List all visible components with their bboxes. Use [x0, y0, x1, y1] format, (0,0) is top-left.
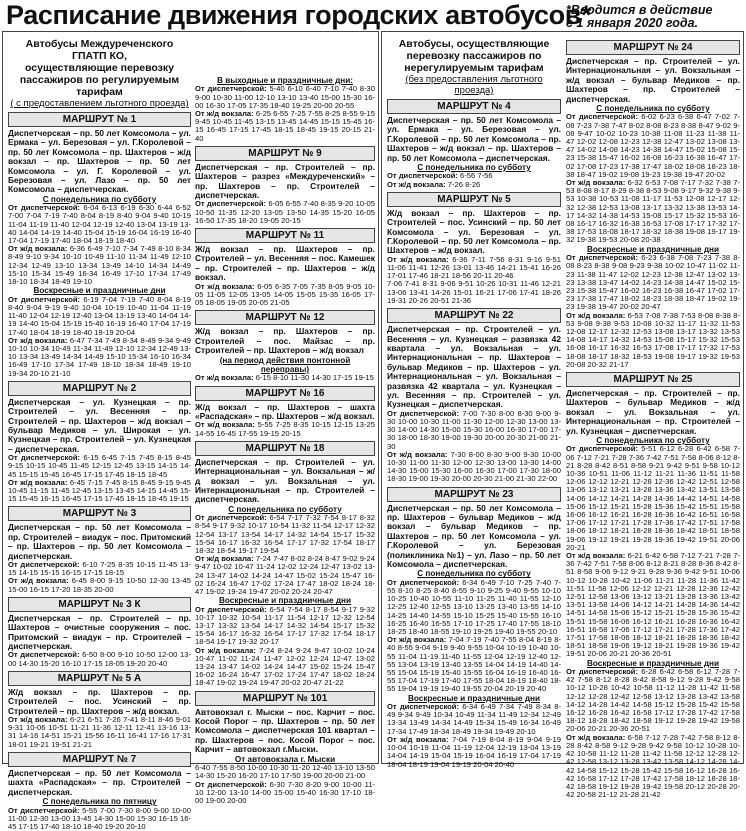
title-bar: [0, 0, 746, 30]
effective-line-2: с 1 января 2020 года.: [566, 17, 712, 30]
route-description: Диспетчерская – пр. Строителей – ул. Весенняя – ул. Кузнецкая – развязка 42 квартала – ул. Вокзальная – ул. Интернациональная – пр. Шахтеров – бульвар Медиков – пр. Шахтеров – ул. Интернациональная – ул. Вокзальная – развязка 42 квартала – ул. Кузнецкая – ул. Весенняя – пр. Строителей – ул. Кузнецкая – диспетчерская.: [387, 325, 561, 410]
regulated-tariff-panel: [2, 31, 379, 764]
schedule-heading: С понедельника по субботу: [566, 436, 740, 445]
section-heading: Автобусы, осуществляющие перевозку пассажиров по нерегулируемым тарифам: [387, 38, 561, 74]
section-heading: Автобусы Междуреченского ГПАТП КО,: [8, 38, 191, 62]
route-header: МАРШРУТ № 3 К: [8, 597, 191, 612]
timetable: От диспетчерской: 5-55 7-00 7-30 8-00 9-00 10-00 11-00 12-30 13-00 13-45 14-30 15-00 15-30 16-15 16-45 17-15 17-40 18-10 18-40 19-20 20-10: [8, 807, 191, 831]
timetable: От ж/д вокзала: 7-30 8-00 8-30 9-00 9-30 10-00 10-30 11-00 11-30 12-00 12-30 13-00 13-30 14-00 14-30 15-00 15-30 16-00 16-30 17-00 17-30 18-00 18-30 19-00 19-30 20-00 20-30 21-00 21-30 22-00: [387, 451, 561, 484]
timetable: От диспетчерской: 6-10 7-25 8-35 10-15 11-45 13-15 14-15 15-15 16-15 17-15 18-15: [8, 561, 191, 577]
route-description: Диспетчерская – пр. 50 лет Комсомола – ул. Ермака – ул. Березовая – ул. Г.Королевой – пр. 50 лет Комсомола – пр. Шахтеров – ж/д вокзал – пр. Шахтеров – пр. 50 лет Комсомола – ул. Г. Королевой – ул. Березовая – ул. Лазо – пр. 50 лет Комсомола – диспетчерская.: [8, 129, 191, 195]
timetable: От ж/д вокзала: 6-36 6-49 7-10 7-34 7-49 8-10 8-34 8-49 9-10 9-34 10-10 10-49 11-10 11-34 11-49 12-10 12-34 12-49 13-10 13-34 13-49 14-10 14-34 14-49 15-10 15-34 15-49 16-34 16-49 17-10 17-34 17-49 18-10 18-34 18-49 19-10: [8, 245, 191, 286]
section-subheading: (без предоставления льготного проезда): [387, 74, 561, 96]
route-header: МАРШРУТ № 101: [195, 691, 375, 706]
timetable: От диспетчерской: 6-15 6-45 7-15 7-45 8-15 8-45 9-15 10-15 10-45 11-45 12-15 12-45 13-15 14-15 14-45 15-15 15-45 16-45 17-15 17-45 18-15 18-45: [8, 454, 191, 479]
timetable: От диспетчерской: 6-30 7-30 8-20 9-00 10-00 11-10 12-00 13-10 14-00 15-00 15-40 16-30 17-10 18-00 19-00 20-00: [195, 781, 375, 806]
route-description: Диспетчерская – пр. 50 лет Комсомола – шахта «Распадская» – пр. Строителей – диспетчерская.: [8, 769, 191, 797]
left-column-2: [195, 32, 375, 763]
schedule-heading: Воскресные и праздничные дни: [566, 245, 740, 254]
timetable: От диспетчерской: 5-51 6-12 6-28 6-42 6-58 7-06 7-12 7-21 7-28 7-36 7-42 7-51 7-58 8-06 8-12 8-21 8-28 8-42 8-51 8-58 9-21 9-42 9-51 9-58 10-12 10-36 10-51 11-06 11-12 11-21 11-36 11-51 11-58 12-06 12-12 12-21 12-28 12-36 12-42 12-51 12-58 13-06 13-12 13-21 13-28 13-36 13-42 13-51 13-58 14-06 14-12 14-21 14-28 14-36 14-42 14-51 14-58 15-06 15-12 15-21 15-28 15-36 15-42 15-51 15-58 16-06 16-12 16-21 16-28 16-36 16-42 16-51 16-58 17-06 17-12 17-21 17-28 17-36 17-42 17-51 17-58 18-06 18-12 18-21 18-28 18-36 18-42 18-51 18-58 19-06 19-12 19-21 19-28 19-36 19-42 19-51 20-06 20-21: [566, 445, 740, 552]
schedule-heading: Воскресные и праздничные дни: [566, 659, 740, 668]
timetable: От ж/д вокзала: 6-32 6-53 7-08 7-17 7-32 7-38 7-53 8-08 8-17 8-29 8-38 8-53 9-08 9-17 9-32 9-38 9-53 10-38 10-53 11-08 11-17 11-53 12-08 12-17 12-32 12-38 12-53 13-08 13-17 13-32 13-38 13-53 14-17 14-32 14-38 14-53 15-08 15-17 15-32 15-53 16-08 16-17 16-32 16-38 16-53 17-08 17-17 17-32 17-38 17-53 18-08 18-17 18-32 18-38 19-08 19-17 19-32 19-38 19-53 20-08 20-38: [566, 179, 740, 245]
right-column-1: [387, 32, 561, 763]
timetable: От ж/д вокзала: 5-55 7-25 8-35 10-15 12-15 13-25 14-55 16-45 17-55 19-15 20-15: [195, 421, 375, 437]
schedule-heading: С понедельника по субботу: [387, 163, 561, 172]
timetable: От ж/д вокзала: 6-47 7-34 7-49 8-34 8-49 9-34 9-49 10-10 10-34 10-49 11-34 11-49 12-10 12-34 12-49 13-10 13-34 13-49 14-34 14-49 15-10 15-34 16-10 16-34 16-49 17-10 17-34 17-49 18-10 18-34 18-49 19-10 19-34 20-10 21-10: [8, 337, 191, 378]
route-description: Диспетчерская – пр. Строителей – пр. Шахтеров – бульвар Медиков – ж/д вокзал – ул. Вокзальная – ул. Интернациональная – пр. Строителей – ул. Кузнецкая – диспетчерская.: [566, 389, 740, 436]
route-description: Ж/д вокзал – пр. Шахтеров – шахта «Распадская» – пр. Шахтеров – ж/д вокзал.: [195, 403, 375, 422]
timetable: От диспетчерской: 6-50 8-00 9-10 10-50 12-00 13-00 14-30 15-20 16-10 17-15 18-05 19-20 20-40: [8, 651, 191, 667]
timetable: От ж/д вокзала: 6-05 6-35 7-05 7-35 8-05 9-05 10-05 11-05 12-05 13-05 14-05 15-05 15-35 16-05 17-05 18-05 19-05 20-05 21-05: [195, 283, 375, 308]
timetable: От диспетчерской: 6-02 6-23 6-38 6-47 7-02 7-08 7-23 7-38 7-47 8-02 8-08 8-23 8-38 8-47 9-02 9-08 9-47 10-02 10-23 10-38 11-08 11-23 11-38 11-47 12-02 12-08 12-23 12-38 12-47 13-02 13-08 13-47 14-02 14-08 14-23 14-38 14-47 15-02 15-08 15-23 15-38 15-47 16-02 16-08 16-23 16-38 16-47 17-02 17-08 17-23 17-38 17-47 18-02 18-08 18-23 18-38 18-47 19-02 19-08 19-23 19-38 19-47 20-02: [566, 113, 740, 179]
section-subheading: ( с предоставлением льготного проезда): [8, 98, 191, 109]
route-header: МАРШРУТ № 18: [195, 441, 375, 456]
timetable: От диспетчерской: 6-34 6-49 7-10 7-25 7-40 7-55 8-10 8-25 8-40 8-55 9-10 9-25 9-40 9-55 10-10 10-25 10-40 10-55 11-10 11-25 11-40 11-55 12-10 12-25 12-40 12-55 13-10 13-25 13-40 13-55 14-10 14-25 14-40 14-55 15-10 15-25 15-40 15-55 16-10 16-25 16-40 16-55 17-10 17-25 17-40 17-55 18-10 18-25 18-40 18-55 19-10 19-25 19-40 19-55 20-10: [387, 579, 561, 636]
route-description: Ж/д вокзал – пр. Шахтеров – пр. Строителей – пос. Усинский – пр. 50 лет Комсомола – ул. Березовая – ул. Г.Королевой – пр. 50 лет Комсомола – пр. Шахтеров – ж/д вокзал.: [387, 209, 561, 256]
non-regulated-tariff-panel: [381, 31, 744, 764]
right-column-2: [566, 32, 740, 763]
section-heading-2: осуществляющие перевозку пассажиров по регулируемым тарифам: [8, 62, 191, 98]
route-description: Диспетчерская – пр. 50 лет Комсомола – ул. Ермака – ул. Березовая – ул. Г.Королевой – пр. 50 лет Комсомола – пр. Шахтеров – ж/д вокзал – пр. Шахтеров – пр. 50 лет Комсомола – диспетчерская.: [387, 116, 561, 163]
timetable: От диспетчерской: 6-54 7-54 8-17 8-54 9-17 9-32 10-17 10-32 10-54 11-17 11-54 12-17 12-32 12-54 13-17 13-32 13-54 14-17 14-32 14-54 15-17 15-32 15-54 16-17 16-32 16-54 17-17 17-32 17-54 18-17 18-54 19-17 19-32 20-17: [195, 606, 375, 647]
timetable: От диспетчерской: 6-34 6-49 7-34 7-49 8-34 8-49 9-34 9-49 10-34 10-49 11-34 11-49 12-34 12-49 13-34 13-49 14-34 14-49 15-34 15-49 16-34 16-49 17-34 17-49 18-34 18-49 19-34 19-49 20-10: [387, 703, 561, 736]
timetable: 6-40 7-55 8-50 10-00 10-30 11-20 12-40 13-10 13-50 14-30 15-20 16-20 17-10 17-50 19-00 20-00 21-00: [195, 764, 375, 780]
route-header: МАРШРУТ № 16: [195, 386, 375, 401]
route-description: Диспетчерская – ул. Кузнецкая – пр. Строителей – ул. Весенняя – пр. Строителей – пр. Шахтеров – ж/д вокзал – бульвар Медиков – ул. Широкая – ул. Кузнецкая – пр. Строителей – ул. Кузнецкая – диспетчерская.: [8, 398, 191, 454]
route-header: МАРШРУТ № 12: [195, 310, 375, 325]
timetable: От ж/д вокзала: 6-53 7-08 7-38 7-53 8-08 8-38 8-53 9-08 9-38 9-53 10-08 10-32 11-17 11-32 11-53 12-08 12-17 12-32 12-53 13-08 13-17 13-32 13-53 14-08 14-17 14-32 14-53 15-08 15-17 15-32 15-53 16-08 16-17 16-32 16-53 17-08 17-17 17-32 17-53 18-08 18-17 18-32 18-53 19-08 19-17 19-32 19-53 20-08 20-32 21-17: [566, 312, 740, 369]
schedule-heading: С понедельника по субботу: [195, 505, 375, 514]
timetable: От ж/д вокзала: 6-36 7-11 7-56 8-31 9-16 9-51 11-06 11-41 12-26 13-01 13-46 14-21 15-41 16-26 17-01 17-46 18-21 18-56 20-11 20-46: [387, 256, 561, 281]
timetable: От диспетчерской: 6-28 6-42 6-58 6-12 7-28 7-42 7-58 8-12 8-28 8-42 8-58 9-12 9-28 9-42 9-58 10-12 10-28 10-42 10-58 11-12 11-28 11-42 11-58 12-12 12-28 12-42 12-58 13-12 13-28 13-42 13-58 14-12 14-28 14-42 14-58 15-12 15-28 15-42 15-58 16-12 16-28 16-42 16-58 17-12 17-28 17-42 17-58 18-12 18-28 18-42 18-58 19-12 19-28 19-42 19-58 20-06 20-21 20-36 20-51: [566, 668, 740, 734]
timetable: От диспетчерской: 6-23 6-38 7-08 7-23 7-38 8-08 8-23 8-38 9-08 9-23 9-38 10-02 10-47 11-02 11-23 11-38 11-47 12-02 12-23 12-38 12-47 13-02 13-23 13-38 13-47 14-02 14-23 14-38 14-47 15-02 15-23 15-38 15-47 16-02 16-23 16-38 16-47 17-02 17-23 17-38 17-47 18-02 18-23 18-38 18-47 19-02 19-23 19-38 19-47 20-02 20-47: [566, 254, 740, 311]
route-description: Ж/д вокзал – пр. Шахтеров – пр. Строителей – пос. Майзас – пр. Строителей – пр. Шахтеров – ж/д вокзал: [195, 327, 375, 355]
schedule-heading: От автовокзала г. Мыски: [195, 755, 375, 764]
route-description: Диспетчерская – пр. Строителей – пр. Шахтеров – разрез «Междуреченский» – пр. Шахтеров – пр. Строителей – диспетчерская.: [195, 163, 375, 201]
timetable: От диспетчерской: 6-04 6-13 6-19 6-30 6-44 6-52 7-00 7-04 7-19 7-40 8-04 8-19 8-40 9-04 9-40 10-19 11-04 11-19 11-40 12-04 12-19 12-40 13-04 13-19 13-40 14-04 14-19 14-40 15-04 15-19 16-04 16-19 16-40 17-04 17-19 17-40 18-04 18-19 18-40: [8, 204, 191, 245]
route-header: МАРШРУТ № 23: [387, 487, 561, 502]
route-header: МАРШРУТ № 24: [566, 40, 740, 55]
route-header: МАРШРУТ № 9: [195, 146, 375, 161]
route-description: Диспетчерская – пр. 50 лет Комсомола – пр. Строителей – виадук – пос. Притомский – пр. Шахтеров – пр. 50 лет Комсомола – диспетчерская.: [8, 523, 191, 561]
timetable: От диспетчерской: 6-19 7-04 7-19 7-40 8-04 8-19 8-40 9-04 9-19 9-40 10-04 10-19 10-40 11-04 11-19 11-40 12-04 12-19 12-40 13-04 13-19 13-40 14-04 14-19 14-40 15-04 15-19 15-40 16-19 16-40 17-04 17-19 17-40 18-04 18-19 18-40 19-19 20-04: [8, 296, 191, 337]
schedule-heading: Воскресные и праздничные дни: [387, 694, 561, 703]
timetable: От ж/д вокзала: 7-24 8-24 9-24 9-47 10-02 10-24 10-47 11-02 11-24 11-47 12-02 12-24 12-47 13-02 13-24 13-47 14-02 14-24 14-47 15-02 15-24 15-47 16-02 16-24 16-47 17-02 17-24 17-47 18-02 18-24 18-47 19-02 19-24 19-47 20-02 20-47 21-22: [195, 647, 375, 688]
timetable: От ж/д вокзала: 6-25 6-55 7-25 7-55 8-25 8-55 9-15 9-45 10-45 11-45 13-15 13-45 14-45 15-15 15-45 16-15 16-45 17-15 17-45 18-15 18-45 19-15 20-15 21-40: [195, 110, 375, 143]
schedule-heading: (на период действия понтонной переправы): [195, 356, 375, 375]
route-header: МАРШРУТ № 1: [8, 112, 191, 127]
timetable: От ж/д вокзала: 6-45 7-15 7-45 8-15 8-45 9-15 9-45 10-45 11-15 11-45 12-45 13-15 13-45 14-15 14-45 15-15 15-45 16-15 16-45 17-15 17-45 18-15 18-45 19-15: [8, 479, 191, 504]
timetable: От ж/д вокзала: 6-45 8-00 9-15 10-50 12-30 13-45 15-00 16-15 17-20 18-35 20-00: [8, 577, 191, 593]
timetable: От диспетчерской: 7-00 7-30 8-00 8-30 9-00 9-30 10-00 10-30 11-00 11-30 12-00 12-30 13-00 13-30 14-00 14-30 15-00 15-30 16-00 16-30 17-00 17-30 18-00 18-30 19-00 19-30 20-00 20-30 21-00 21-30: [387, 410, 561, 451]
route-description: Диспетчерская – пр. Строителей – пр. Шахтеров – очистные сооружения – пос. Притомский – виадук – пр. Строителей – диспетчерская.: [8, 614, 191, 652]
route-header: МАРШРУТ № 2: [8, 381, 191, 396]
route-header: МАРШРУТ № 7: [8, 752, 191, 767]
timetable: От диспетчерской: 6-54 7-17 7-32 7-54 8-17 8-32 8-54 9-17 9-32 10-17 10-54 11-32 11-54 12-17 12-32 12-54 13-17 13-54 14-17 14-32 14-54 15-17 15-32 15-54 16-17 16-32 16-54 17-17 17-32 17-54 18-17 18-32 18-54 19-17 19-54: [195, 514, 375, 555]
schedule-heading: С понедельника по субботу: [8, 195, 191, 204]
route-description: Ж/д вокзал – пр. Шахтеров – пр. Строителей – пос. Усинский – пр. Строителей – пр. Шахтеров – ж/д вокзал.: [8, 688, 191, 716]
schedule-heading: С понедельника по субботу: [387, 569, 561, 578]
timetable: От диспетчерской: 6-56 7-56: [387, 172, 561, 180]
timetable: От ж/д вокзала: 7-24 7-47 8-02 8-24 8-47 9-02 9-24 9-47 10-02 10-47 11-24 12-02 12-24 12-47 13-02 13-24 13-47 14-02 14-24 14-47 15-02 15-24 15-47 16-02 16-24 16-47 17-02 17-24 17-47 18-02 18-24 18-47 19-02 19-24 19-47 20-02 20-24 20-47: [195, 555, 375, 596]
schedule-heading: С понедельника по субботу: [566, 104, 740, 113]
route-header: МАРШРУТ № 22: [387, 308, 561, 323]
timetable: От ж/д вокзала: 6-15 8-10 11-30 14-30 17-15 19-15: [195, 374, 375, 382]
route-header: МАРШРУТ № 11: [195, 228, 375, 243]
schedule-heading: Воскресные и праздничные дни: [195, 596, 375, 605]
route-header: МАРШРУТ № 4: [387, 99, 561, 114]
timetable: От ж/д вокзала: 6-21 6-42 6-58 7-12 7-21 7-28 7-36 7-42 7-51 7-58 8-06 8-12 8-21 8-28 8-36 8-42 8-51 8-58 9-06 9-12 9-21 9-28 9-36 9-42 9-51 10-06 10-12 10-28 10-42 11-06 11-21 11-28 11-36 11-42 11-51 11-58 12-06 12-12 12-21 12-28 12-36 12-42 12-51 12-58 13-06 13-12 13-21 13-28 13-36 13-42 13-51 13-58 14-06 14-12 14-21 14-28 14-36 14-42 14-51 14-58 15-06 15-12 15-21 15-28 15-36 15-42 15-51 15-58 16-06 16-12 16-21 16-28 16-36 16-42 16-51 16-58 17-06 17-12 17-21 17-28 17-36 17-42 17-51 17-58 18-06 18-12 18-21 18-28 18-36 18-42 18-51 18-58 19-06 19-12 19-21 19-28 19-36 19-42 19-51 20-06 20-21 20-36 20-51: [566, 552, 740, 659]
timetable: От диспетчерской: 5-40 6-10 6-40 7-10 7-40 8-30 9-00 10-30 11-00 12-10 13-10 13-40 15-00 15-30 16-00 16-30 17-05 17-35 18-40 19-25 20-00 20-55: [195, 85, 375, 110]
timetable: От диспетчерской: 6-05 6-55 7-40 8-35 9-20 10-05 10-50 11-35 12-20 13-05 13-50 14-35 15-20 16-05 16-50 17-35 18-20 19-05 20-15: [195, 200, 375, 225]
route-description: Автовокзал г. Мыски – пос. Карчит – пос. Косой Порог – пр. Шахтеров – пр. 50 лет Комсомола – диспетчерская 101 квартал – пр. Шахтеров – пос. Косой Порог – пос. Карчит – автовокзал г.Мыски.: [195, 708, 375, 755]
route-header: МАРШРУТ № 25: [566, 372, 740, 387]
schedule-heading: Воскресные и праздничные дни: [8, 286, 191, 295]
page-title: Расписание движения городских автобусов*: [6, 0, 591, 31]
timetable: От ж/д вокзала: 6-21 6-51 7-26 7-41 8-11 8-46 9-01 9-31 10-06 10-51 11-21 11-36 12-11 12-41 13-16 13-31 14-16 14-51 15-21 15-56 16-11 16-41 17-16 17-31 18-01 19-21 19-51 21-21: [8, 716, 191, 749]
timetable: От ж/д вокзала: 7-04 7-19 8-04 8-19 9-04 9-19 10-04 10-19 11-04 11-19 12-04 12-19 13-04 13-19 14-04 14-19 15-04 15-19 16-04 16-19 17-04 17-19 18-04 18-19 19-04 19-19 20-04 20-40: [387, 736, 561, 769]
route-header: МАРШРУТ № 3: [8, 506, 191, 521]
route-description: Диспетчерская – пр. Строителей – ул. Интернациональная – ул. Вокзальная – ж/д вокзал – ул. Вокзальная – ул. Интернациональная – пр. Строителей – диспетчерская.: [195, 458, 375, 505]
schedule-heading: В выходные и праздничные дни:: [195, 76, 375, 85]
route-description: Ж/д вокзал – пр. Шахтеров – пр. Строителей – ул. Весенняя – пос. Камешек – пр. Строителей – пр. Шахтеров – ж/д вокзал.: [195, 245, 375, 283]
timetable: От ж/д вокзала: 7-26 8-26: [387, 181, 561, 189]
left-column-1: [8, 32, 191, 763]
timetable: От ж/д вокзала: 7-04 7-19 7-40 7-55 8-04 8-19 8-40 8-55 9-04 9-19 9-40 9-55 10-04 10-19 10-40 10-55 11-04 11-19 11-40 11-55 12-04 12-19 12-40 12-55 13-04 13-19 13-40 13-55 14-04 14-19 14-40 14-55 15-04 15-19 15-40 15-55 16-04 16-19 16-40 16-55 17-04 17-19 17-40 17-55 18-04 18-19 18-40 18-55 19-04 19-19 19-40 19-55 20-04 20-19 20-40: [387, 636, 561, 693]
route-description: Диспетчерская – пр. Строителей – ул. Интернациональная – ул. Вокзальная – ж/д вокзал – бульвар Медиков – пр. Шахтеров – пр. Строителей – диспетчерская.: [566, 57, 740, 104]
timetable: От ж/д вокзала: 6-58 7-12 7-28 7-42 7-58 8-12 8-28 8-42 8-58 9-12 9-28 9-42 9-58 10-12 10-28 10-42 10-58 11-12 11-28 11-42 11-58 12-12 12-28 12-42 12-58 13-12 13-28 13-42 13-58 14-12 14-28 14-42 14-58 15-12 15-28 15-42 15-58 16-12 16-28 16-42 16-58 17-12 17-28 17-42 17-58 18-12 18-28 18-42 18-58 19-12 19-28 19-42 19-58 20-12 20-28 20-42 20-58 21-12 21-28 21-42: [566, 734, 740, 800]
route-header: МАРШРУТ № 5 А: [8, 671, 191, 686]
effective-line-1: *Вводится в действие: [566, 4, 712, 17]
timetable: 7-06 7-41 8-31 9-06 9-51 10-26 10-31 11-46 12-21 13-06 13-41 14-26 15-01 16-21 17-06 17-41 18-26 19-31 20-26 20-51 21-36: [387, 280, 561, 305]
route-header: МАРШРУТ № 5: [387, 192, 561, 207]
route-description: Диспетчерская – пр. 50 лет Комсомола – пр. Шахтеров – бульвар Медиков – ж/д вокзал – бульвар Медиков – пр. Шахтеров – пр. 50 лет Комсомола – ул. Г.Королевой – ул. Березовая (поликлиника №1) – ул. Лазо – пр. 50 лет Комсомола – диспетчерская.: [387, 504, 561, 570]
effective-date-note: [566, 4, 712, 30]
schedule-heading: С понедельника по пятницу: [8, 797, 191, 806]
